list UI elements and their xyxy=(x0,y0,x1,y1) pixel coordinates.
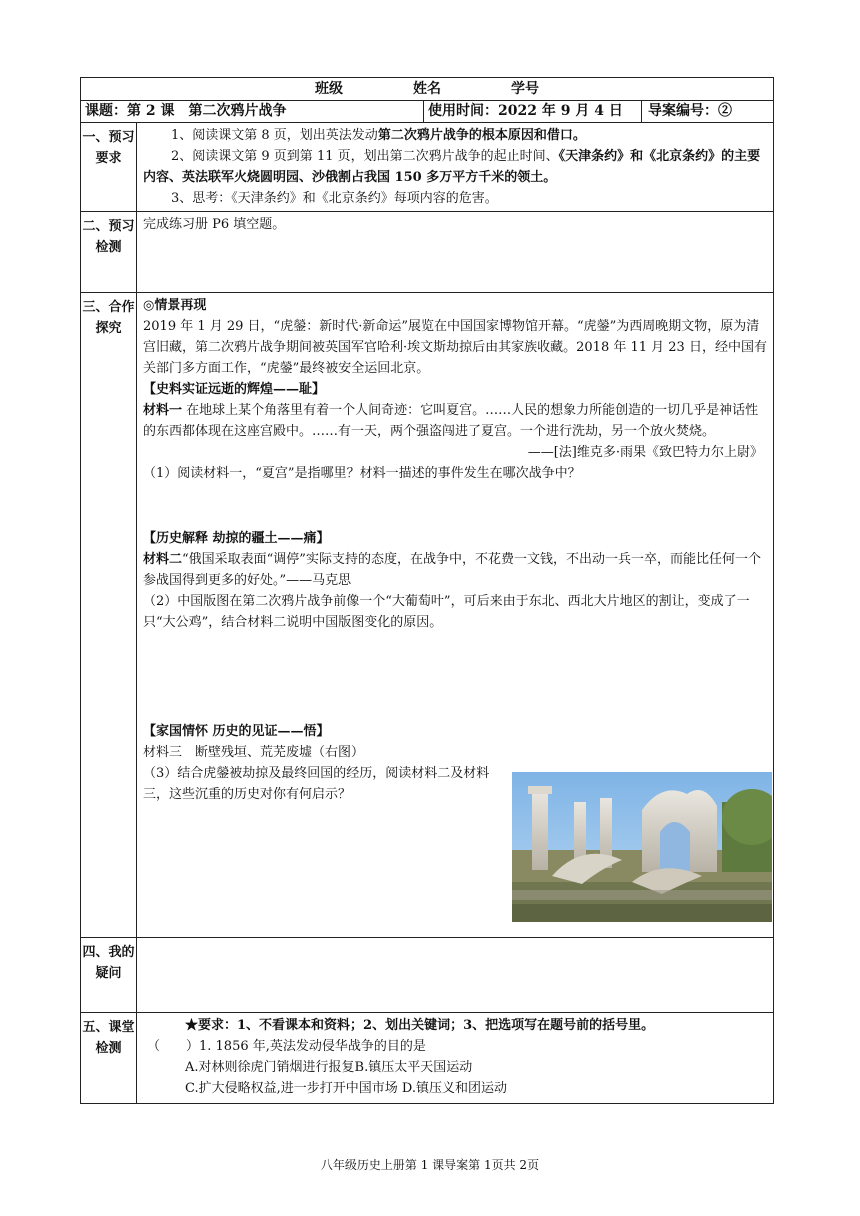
req-3: 3、思考：《天津条约》和《北京条约》每项内容的危害。 xyxy=(171,191,498,206)
section-title: 四、我的疑问 xyxy=(81,938,137,1013)
option-d: D.镇压义和团运动 xyxy=(401,1081,507,1096)
answer-space xyxy=(143,484,767,528)
my-questions-area xyxy=(137,938,774,1013)
section-my-questions xyxy=(81,938,774,1013)
section-title: 二、预习检测 xyxy=(81,212,137,293)
heading-3: 【家国情怀 历史的见证——悟】 xyxy=(143,724,330,739)
req-2: 2、阅读课文第 9 页到第 11 页，划出第二次鸦片战争的起止时间、 xyxy=(171,149,559,164)
student-info-cell xyxy=(81,78,774,101)
material-1-label: 材料一 xyxy=(143,403,183,418)
topic-row xyxy=(81,101,774,123)
material-3: 材料三 断壁残垣、荒芜废墟（右图） xyxy=(143,745,365,760)
page-footer: 八年级历史上册第 1 课导案第 1页共 2页 xyxy=(320,1158,540,1172)
section-class-test xyxy=(81,1013,774,1104)
section-title: 一、预习要求 xyxy=(81,123,137,212)
preview-check-text: 完成练习册 P6 填空题。 xyxy=(137,212,774,293)
class-label: 班级 xyxy=(315,80,343,97)
test-question-1: （ ）1. 1856 年,英法发动侵华战争的目的是 xyxy=(147,1039,426,1054)
material-1-text: 在地球上某个角落里有着一个人间奇迹：它叫夏宫。……人民的想象力所能创造的一切几乎是神话性的东西都体现在这座宫殿中。……有一天，两个强盗闯进了夏宫。一个进行洗劫，另一个放火焚烧。 xyxy=(143,403,759,439)
guide-number: 导案编号：② xyxy=(642,101,774,123)
section-preview-requirements xyxy=(81,123,774,212)
material-2-text: “俄国采取表面“调停”实际支持的态度，在战争中，不花费一文钱，不出动一兵一卒，而能比任何一个参战国得到更多的好处。”——马克思 xyxy=(143,552,761,588)
material-2-label: 材料二 xyxy=(143,552,183,567)
question-1: （1）阅读材料一，“夏宫”是指哪里？材料一描述的事件发生在哪次战争中？ xyxy=(143,466,581,481)
section-title: 五、课堂检测 xyxy=(81,1013,137,1104)
header-row xyxy=(81,78,774,101)
material-1-source: ——[法]维克多·雨果《致巴特力尔上尉》 xyxy=(527,445,763,460)
topic: 课题：第 2 课 第二次鸦片战争 xyxy=(81,101,424,123)
req-1: 1、阅读课文第 8 页，划出英法发动 xyxy=(171,128,378,143)
heading-1: 【史料实证远逝的辉煌——耻】 xyxy=(143,382,326,397)
option-c: C.扩大侵略权益,进一步打开中国市场 xyxy=(185,1081,398,1096)
question-2: （2）中国版图在第二次鸦片战争前像一个“大葡萄叶”，可后来由于东北、西北大片地区的割让，变成了一只“大公鸡”，结合材料二说明中国版图变化的原因。 xyxy=(143,594,750,630)
req-1-bold: 第二次鸦片战争的根本原因和借口。 xyxy=(377,128,586,143)
lesson-guide-table xyxy=(80,77,774,1104)
question-3: （3）结合虎鎣被劫掠及最终回国的经历，阅读材料二及材料三，这些沉重的历史对你有何启示？ xyxy=(143,766,490,802)
answer-space xyxy=(143,633,767,721)
section-title: 三、合作探究 xyxy=(81,293,137,938)
test-requirements: ★要求：1、不看课本和资料；2、划出关键词；3、把选项写在题号前的括号里。 xyxy=(185,1018,655,1033)
scene-text: 2019 年 1 月 29 日，“虎鎣：新时代·新命运”展览在中国国家博物馆开幕。“虎鎣”为西周晚期文物，原为清宫旧藏，第二次鸦片战争期间被英国军官哈利·埃文斯劫掠后由其家族收藏。2018 年 11 月 23 日，经中国有关部门多方面工作，“虎鎣”最终被安全运回北京。 xyxy=(143,319,767,376)
section-preview-check xyxy=(81,212,774,293)
student-id-label: 学号 xyxy=(511,80,539,97)
option-a: A.对林则徐虎门销烟进行报复 xyxy=(185,1060,355,1075)
use-time: 使用时间：2022 年 9 月 4 日 xyxy=(424,101,642,123)
yuanmingyuan-ruins-photo xyxy=(512,772,772,922)
name-label: 姓名 xyxy=(413,80,441,97)
option-b: B.镇压太平天国运动 xyxy=(354,1060,473,1075)
scene-title: ◎情景再现 xyxy=(143,298,207,313)
heading-2: 【历史解释 劫掠的疆土——痛】 xyxy=(143,531,330,546)
req-2-bold: 《天津条约》和《北京条约》的主要内容、英法联军火烧圆明园、沙俄割占我国 150 多万平方千米的领土。 xyxy=(143,149,761,185)
